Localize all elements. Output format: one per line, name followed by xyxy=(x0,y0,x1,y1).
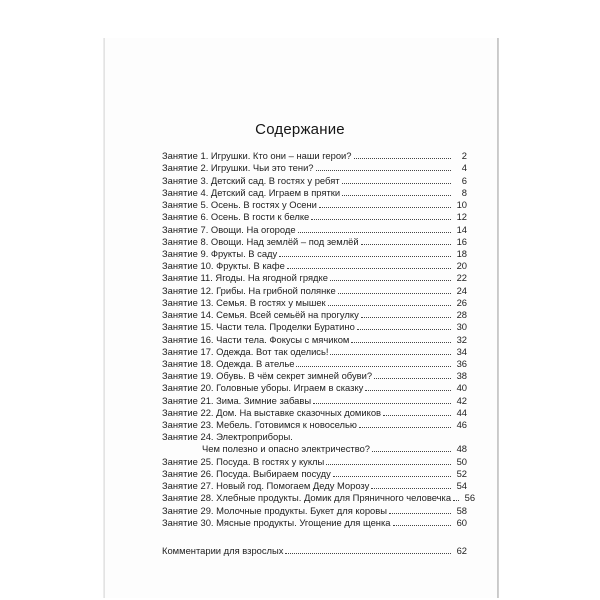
toc-entry-page: 52 xyxy=(456,467,467,479)
toc-entry-label: Занятие 30. Мясные продукты. Угощение для щенка xyxy=(162,516,391,528)
toc-entry-label: Занятие 29. Молочные продукты. Букет для коровы xyxy=(162,504,387,516)
toc-entry-page: 60 xyxy=(456,516,467,528)
toc-entry-page: 58 xyxy=(456,504,467,516)
toc-entry-label: Занятие 8. Овощи. Над землёй – под землёй xyxy=(162,235,359,247)
toc-entry-label: Занятие 19. Обувь. В чём секрет зимней обуви? xyxy=(162,370,373,382)
toc-entry[interactable] xyxy=(162,248,467,260)
dot-leader xyxy=(342,183,451,184)
dot-leader xyxy=(316,170,451,171)
toc-entry-label: Занятие 28. Хлебные продукты. Домик для Пряничного человечка xyxy=(162,492,452,504)
toc-entry-label: Занятие 25. Посуда. В гостях у куклы xyxy=(162,455,325,467)
dot-leader xyxy=(333,476,451,477)
page-title: Содержание xyxy=(255,121,345,138)
dot-leader xyxy=(453,500,459,501)
dot-leader xyxy=(285,553,451,554)
toc-entry[interactable] xyxy=(162,297,467,309)
toc-entry-label: Занятие 13. Семья. В гостях у мышек xyxy=(162,296,326,308)
dot-leader xyxy=(330,354,451,355)
toc-entry[interactable] xyxy=(162,309,467,321)
toc-entry[interactable] xyxy=(162,187,467,199)
toc-entry-page: 8 xyxy=(461,186,467,198)
toc-entry-page: 48 xyxy=(456,443,467,455)
toc-entry[interactable] xyxy=(162,407,467,419)
toc-entry-page: 2 xyxy=(461,150,467,162)
toc-entry-label: Занятие 27. Новый год. Помогаем Деду Морозу xyxy=(162,480,370,492)
toc-entry[interactable] xyxy=(162,333,467,345)
toc-entry[interactable] xyxy=(162,419,467,431)
toc-entry[interactable] xyxy=(162,346,467,358)
toc-entry-label: Занятие 5. Осень. В гостях у Осени xyxy=(162,199,317,211)
toc-entry-page: 42 xyxy=(456,394,467,406)
toc-entry-page: 30 xyxy=(456,321,467,333)
dot-leader xyxy=(342,195,451,196)
toc-entry[interactable] xyxy=(162,174,467,186)
toc-entry-page: 32 xyxy=(456,333,467,345)
toc-entry[interactable] xyxy=(162,517,467,529)
toc-entry-label: Занятие 16. Части тела. Фокусы с мячиком xyxy=(162,333,350,345)
toc-entry-page: 20 xyxy=(456,260,467,272)
toc-entry-label: Занятие 22. Дом. На выставке сказочных домиков xyxy=(162,406,382,418)
toc-entry-page: 12 xyxy=(456,211,467,223)
toc-entry[interactable] xyxy=(162,236,467,248)
dot-leader xyxy=(328,305,451,306)
toc-entry[interactable] xyxy=(162,431,467,443)
toc-entry-label: Занятие 24. Электроприборы. xyxy=(162,431,293,443)
toc-entry[interactable] xyxy=(162,260,467,272)
toc-entry-label: Занятие 21. Зима. Зимние забавы xyxy=(162,394,312,406)
toc-entry-page: 44 xyxy=(456,406,467,418)
dot-leader xyxy=(311,219,451,220)
toc-entry[interactable] xyxy=(162,492,476,504)
dot-leader xyxy=(374,378,451,379)
dot-leader xyxy=(359,427,451,428)
toc-entry[interactable] xyxy=(162,468,467,480)
dot-leader xyxy=(361,317,451,318)
toc-entry-page: 22 xyxy=(456,272,467,284)
toc-entry-page: 26 xyxy=(456,296,467,308)
toc-entry[interactable] xyxy=(162,223,467,235)
toc-entry-page: 14 xyxy=(456,223,467,235)
dot-leader xyxy=(330,280,451,281)
toc-list xyxy=(162,150,476,529)
dot-leader xyxy=(326,464,451,465)
toc-entry-label: Занятие 14. Семья. Всей семьёй на прогулку xyxy=(162,309,359,321)
dot-leader xyxy=(371,488,451,489)
toc-entry[interactable] xyxy=(162,443,467,455)
toc-entry[interactable] xyxy=(162,272,467,284)
toc-entry-page: 28 xyxy=(456,309,467,321)
toc-entry-page: 36 xyxy=(456,357,467,369)
toc-entry-label: Чем полезно и опасно электричество? xyxy=(202,443,370,455)
toc-entry-comments[interactable] xyxy=(162,545,467,557)
toc-entry-page: 10 xyxy=(456,199,467,211)
toc-entry-label: Занятие 7. Овощи. На огороде xyxy=(162,223,296,235)
toc-entry-label: Комментарии для взрослых xyxy=(162,545,284,556)
toc-entry-label: Занятие 9. Фрукты. В саду xyxy=(162,247,278,259)
toc-entry-label: Занятие 15. Части тела. Проделки Буратино xyxy=(162,321,355,333)
dot-leader xyxy=(389,513,451,514)
toc-entry[interactable] xyxy=(162,382,467,394)
toc-entry-label: Занятие 11. Ягоды. На ягодной грядке xyxy=(162,272,328,284)
toc-entry-label: Занятие 26. Посуда. Выбираем посуду xyxy=(162,467,331,479)
toc-entry-page: 46 xyxy=(456,419,467,431)
toc-entry-label: Занятие 4. Детский сад. Играем в прятки xyxy=(162,186,341,198)
toc-entry-page: 24 xyxy=(456,284,467,296)
toc-entry-label: Занятие 18. Одежда. В ателье xyxy=(162,357,295,369)
toc-entry-page: 34 xyxy=(456,345,467,357)
toc-entry-label: Занятие 20. Головные уборы. Играем в сказку xyxy=(162,382,364,394)
toc-entry-page: 50 xyxy=(456,455,467,467)
dot-leader xyxy=(287,268,451,269)
toc-entry[interactable] xyxy=(162,150,467,162)
toc-entry-page: 18 xyxy=(456,247,467,259)
toc-entry-page: 4 xyxy=(461,162,467,174)
dot-leader xyxy=(298,232,451,233)
toc-entry[interactable] xyxy=(162,162,467,174)
dot-leader xyxy=(279,256,451,257)
toc-entry-label: Занятие 3. Детский сад. В гостях у ребят xyxy=(162,174,340,186)
toc-entry-page: 54 xyxy=(456,480,467,492)
dot-leader xyxy=(361,244,451,245)
toc-entry[interactable] xyxy=(162,199,467,211)
toc-entry[interactable] xyxy=(162,370,467,382)
toc-entry[interactable] xyxy=(162,284,467,296)
dot-leader xyxy=(383,415,451,416)
dot-leader xyxy=(365,390,451,391)
toc-entry[interactable] xyxy=(162,321,467,333)
toc-entry[interactable] xyxy=(162,455,467,467)
toc-entry-page: 6 xyxy=(461,174,467,186)
toc-entry-label: Занятие 1. Игрушки. Кто они – наши герои? xyxy=(162,150,352,162)
dot-leader xyxy=(319,207,451,208)
toc-entry-page: 56 xyxy=(464,492,476,504)
toc-entry[interactable] xyxy=(162,358,467,370)
toc-entry-label: Занятие 2. Игрушки. Чьи это тени? xyxy=(162,162,314,174)
toc-entry-page: 16 xyxy=(456,235,467,247)
dot-leader xyxy=(357,329,451,330)
toc-entry[interactable] xyxy=(162,480,467,492)
toc-entry[interactable] xyxy=(162,211,467,223)
dot-leader xyxy=(372,451,451,452)
dot-leader xyxy=(296,366,451,367)
toc-entry-label: Занятие 10. Фрукты. В кафе xyxy=(162,260,285,272)
toc-entry-page: 40 xyxy=(456,382,467,394)
toc-entry-label: Занятие 12. Грибы. На грибной полянке xyxy=(162,284,336,296)
dot-leader xyxy=(393,525,452,526)
toc-entry-page: 62 xyxy=(456,545,467,556)
dot-leader xyxy=(313,403,451,404)
toc-entry-label: Занятие 17. Одежда. Вот так оделись! xyxy=(162,345,329,357)
toc-entry-page: 38 xyxy=(456,370,467,382)
toc-entry[interactable] xyxy=(162,394,467,406)
toc-entry[interactable] xyxy=(162,504,467,516)
dot-leader xyxy=(351,342,451,343)
dot-leader xyxy=(354,158,451,159)
toc-entry-label: Занятие 6. Осень. В гости к белке xyxy=(162,211,310,223)
dot-leader xyxy=(338,293,451,294)
toc-entry-label: Занятие 23. Мебель. Готовимся к новоселью xyxy=(162,419,357,431)
